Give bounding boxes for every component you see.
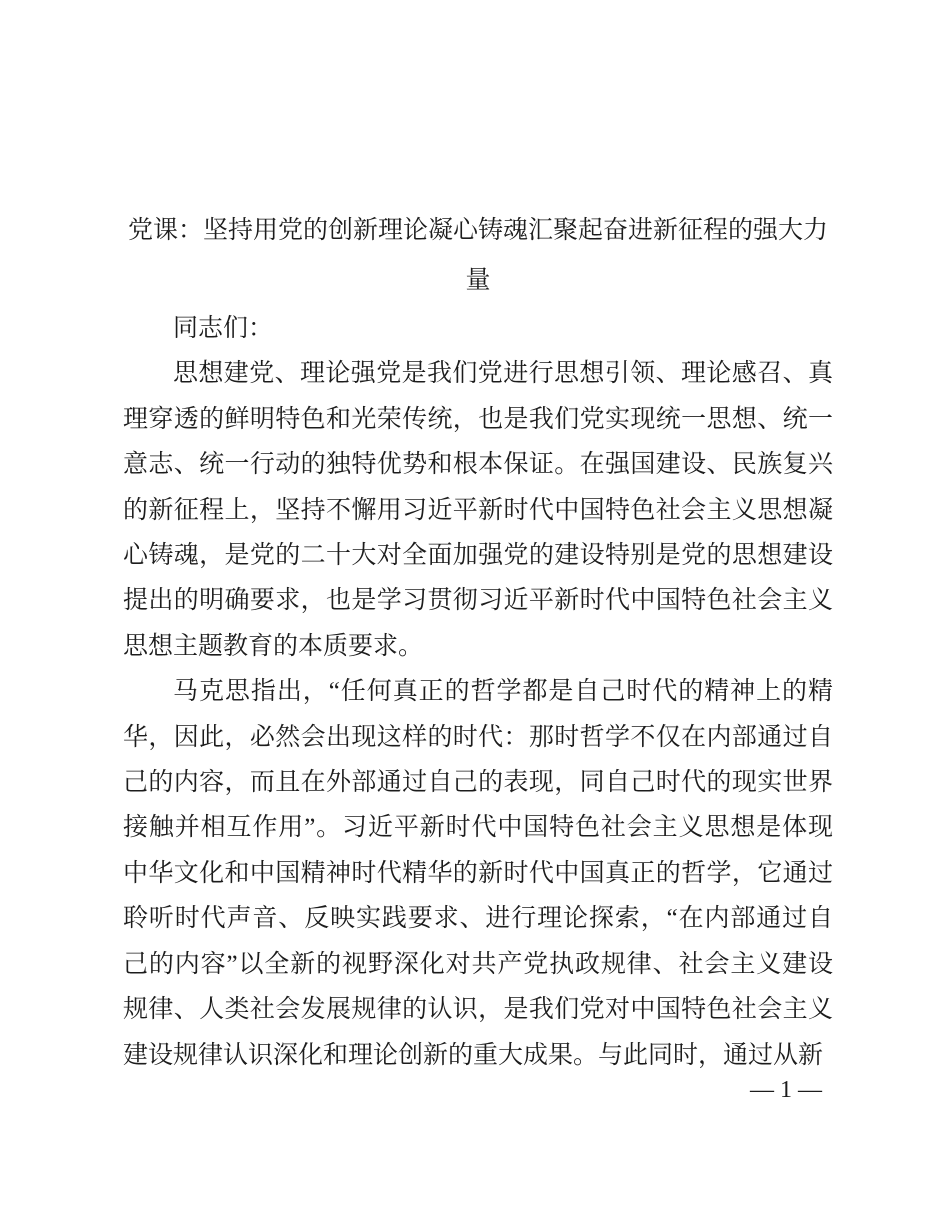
salutation-line: 同志们： [173, 315, 274, 342]
document-title: 党课：坚持用党的创新理论凝心铸魂汇聚起奋进新征程的强大力量 [127, 217, 828, 294]
page-number: — 1 — [750, 1077, 822, 1103]
paragraph-1: 思想建党、理论强党是我们党进行思想引领、理论感召、真理穿透的鲜明特色和光荣传统，也是我们党实现统一思想、统一意志、统一行动的独特优势和根本保证。在强国建设、民族复兴的新征程上，坚持不懈用习近平新时代中国特色社会主义思想凝心铸魂，是党的二十大对全面加强党的建设特别是党的思想建设提出的明确要求，也是学习贯彻习近平新时代中国特色社会主义思想主题教育的本质要求。 [123, 360, 833, 660]
paragraph-2: 马克思指出，“任何真正的哲学都是自己时代的精神上的精华，因此，必然会出现这样的时代：那时哲学不仅在内部通过自己的内容，而且在外部通过自己的表现，同自己时代的现实世界接触并相互作用”。习近平新时代中国特色社会主义思想是体现中华文化和中国精神时代精华的新时代中国真正的哲学，它通过聆听时代声音、反映实践要求、进行理论探索，“在内部通过自己的内容”以全新的视野深化对共产党执政规律、社会主义建设规律、人类社会发展规律的认识，是我们党对中国特色社会主义建设规律认识深化和理论创新的重大成果。与此同时，通过从新 [123, 678, 833, 1069]
document-content [123, 206, 833, 1078]
